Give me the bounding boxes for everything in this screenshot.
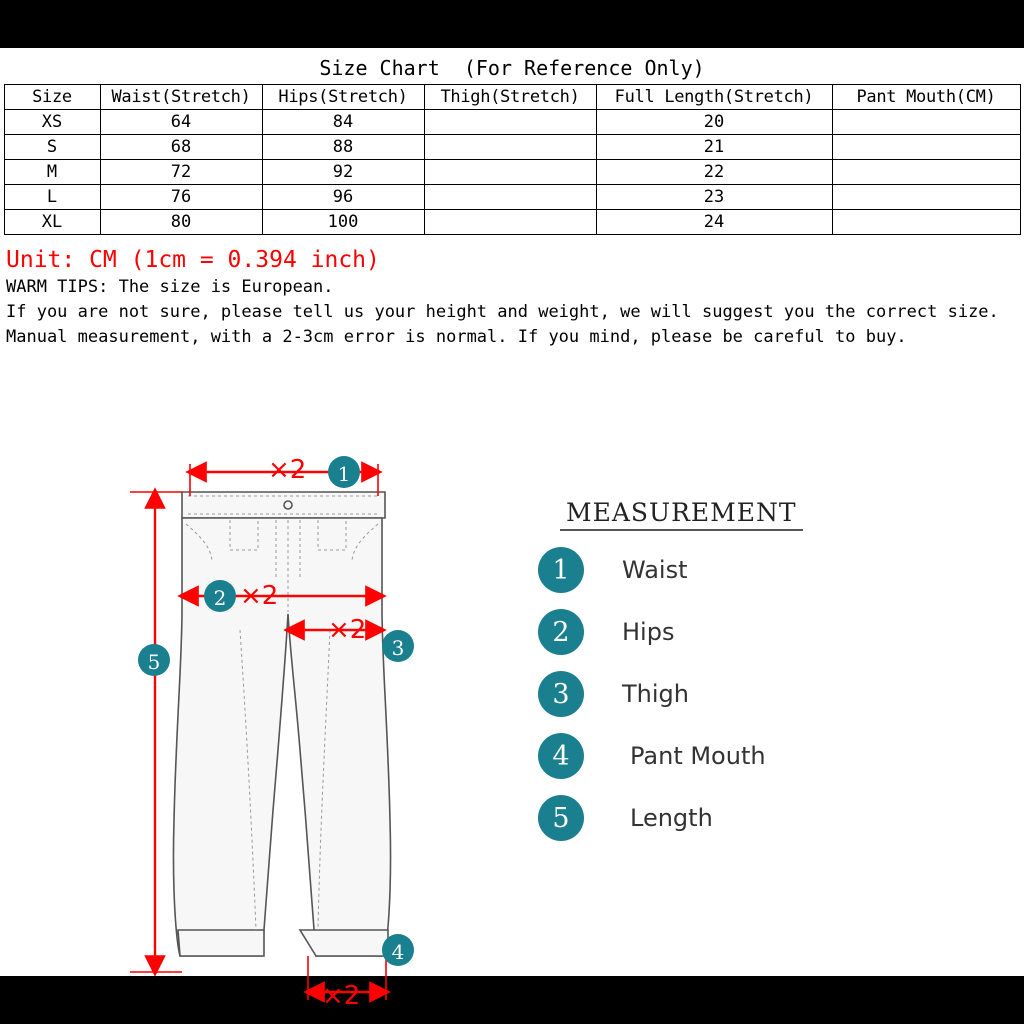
callout-2 (204, 580, 236, 612)
column-header-full-length: Full Length(Stretch) (596, 85, 832, 110)
legend-item-length (520, 795, 960, 841)
svg-text:5: 5 (147, 650, 161, 674)
legend-title: MEASUREMENT (560, 498, 803, 531)
cell-thigh (424, 110, 596, 135)
cell-full-length: 21 (596, 135, 832, 160)
cell-full-length: 22 (596, 160, 832, 185)
svg-text:4: 4 (391, 940, 405, 964)
legend-item-waist (520, 547, 960, 593)
callout-4 (382, 934, 414, 966)
cell-hips: 84 (262, 110, 424, 135)
cell-pant-mouth (832, 135, 1020, 160)
cell-thigh (424, 210, 596, 235)
cell-hips: 96 (262, 185, 424, 210)
table-row (4, 160, 1020, 185)
cell-waist: 68 (100, 135, 262, 160)
legend-badge-4: 4 (538, 733, 584, 779)
multiplier-label-hips: ×2 (240, 581, 279, 611)
legend-badge-3: 3 (538, 671, 584, 717)
measurement-error-note: Manual measurement, with a 2-3cm error is normal. If you mind, please be careful to buy. (6, 327, 907, 347)
cell-full-length: 20 (596, 110, 832, 135)
legend-badge-5: 5 (538, 795, 584, 841)
column-header-waist: Waist(Stretch) (100, 85, 262, 110)
cell-full-length: 24 (596, 210, 832, 235)
cell-full-length: 23 (596, 185, 832, 210)
column-header-hips: Hips(Stretch) (262, 85, 424, 110)
size-chart-table (4, 84, 1021, 235)
cell-hips: 100 (262, 210, 424, 235)
pants-illustration (173, 492, 390, 956)
cell-pant-mouth (832, 110, 1020, 135)
legend-label-waist: Waist (622, 556, 688, 584)
callout-1 (328, 456, 360, 488)
legend-label-thigh: Thigh (622, 680, 689, 708)
cell-thigh (424, 135, 596, 160)
cell-size: XS (4, 110, 100, 135)
cell-hips: 92 (262, 160, 424, 185)
table-header-row (4, 85, 1020, 110)
legend-label-length: Length (630, 804, 713, 832)
unit-note: Unit: CM (1cm = 0.394 inch) (6, 247, 380, 273)
table-row (4, 185, 1020, 210)
multiplier-label-pant-mouth: ×2 (322, 981, 361, 1011)
table-row (4, 210, 1020, 235)
cell-pant-mouth (832, 185, 1020, 210)
cell-waist: 76 (100, 185, 262, 210)
column-header-size: Size (4, 85, 100, 110)
column-header-pant-mouth: Pant Mouth(CM) (832, 85, 1020, 110)
size-chart-sheet (0, 48, 1024, 1011)
cell-waist: 80 (100, 210, 262, 235)
table-row (4, 110, 1020, 135)
cell-size: M (4, 160, 100, 185)
column-header-thigh: Thigh(Stretch) (424, 85, 596, 110)
warm-tips-note: WARM TIPS: The size is European. (6, 277, 334, 297)
svg-text:3: 3 (391, 636, 405, 660)
cell-waist: 72 (100, 160, 262, 185)
cell-thigh (424, 160, 596, 185)
cell-hips: 88 (262, 135, 424, 160)
cell-size: S (4, 135, 100, 160)
table-row (4, 135, 1020, 160)
size-help-note: If you are not sure, please tell us your height and weight, we will suggest you the correct size. (6, 302, 999, 322)
cell-size: XL (4, 210, 100, 235)
cell-pant-mouth (832, 160, 1020, 185)
cell-pant-mouth (832, 210, 1020, 235)
callout-5 (138, 644, 170, 676)
svg-text:2: 2 (213, 586, 227, 610)
legend-item-hips (520, 609, 960, 655)
cell-size: L (4, 185, 100, 210)
legend-badge-1: 1 (538, 547, 584, 593)
legend-item-pant-mouth (520, 733, 960, 779)
legend-label-pant-mouth: Pant Mouth (630, 742, 766, 770)
page-title: Size Chart (For Reference Only) (319, 56, 705, 80)
svg-text:1: 1 (337, 462, 351, 486)
measurement-legend (520, 498, 960, 841)
callout-3 (382, 630, 414, 662)
cell-waist: 64 (100, 110, 262, 135)
multiplier-label-thigh: ×2 (328, 615, 367, 645)
cell-thigh (424, 185, 596, 210)
legend-label-hips: Hips (622, 618, 675, 646)
legend-badge-2: 2 (538, 609, 584, 655)
legend-item-thigh (520, 671, 960, 717)
multiplier-label-waist: ×2 (268, 455, 307, 485)
